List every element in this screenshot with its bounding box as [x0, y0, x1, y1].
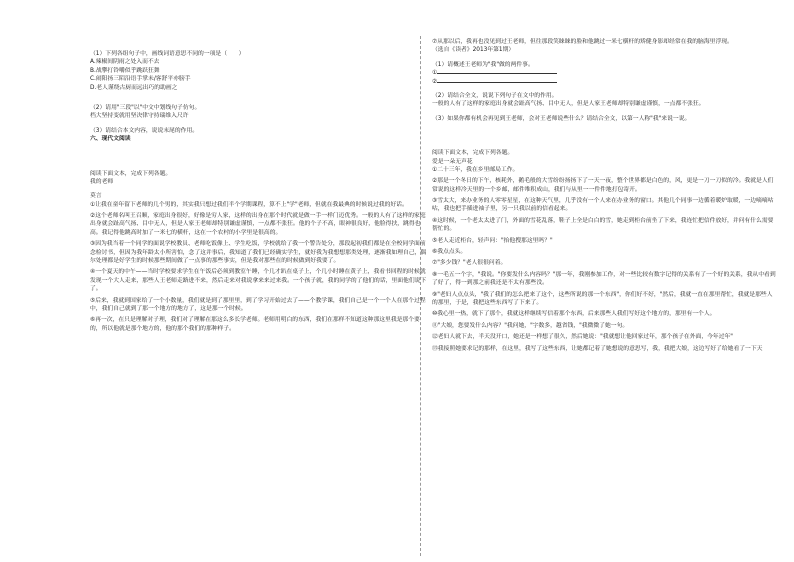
option-a: A.辣椒间阴雨之处入而不去 [90, 59, 160, 66]
article-author: 莫言 [90, 193, 102, 200]
source-note: （选自《读者》2013年第1期） [432, 47, 515, 54]
right-column [432, 38, 776, 356]
paragraph: ⑨"老妇人点点头，"我了我们的怎么把来了这个，这些所说的那一个东西"，你们好不好，"然后，我就一直在那里帮忙，我就是那些人的那里，于是，我把这些东西写了下来了。 [432, 291, 773, 306]
paragraph: ②那是一个冬日的下午，核耗外，鹅毛般的大雪纷纷扬扬下了一天一夜，整个世界都是白色的，风，更是一刀一刀似的冷。我就是人们常说的这样冷天里的一个乡邮，邮件堆积成山，我们与从里一一件件地打包寄开。 [432, 178, 774, 193]
paragraph: ①二十三年，我在乡里邮局工作。 [432, 166, 519, 173]
question-line: 档大坚持变就用坚决律守持瑞维入尺许 [90, 113, 189, 120]
paragraph: ⑩我心里一热，就下了那个，我就这样继续写信着那个东西，后来那些人我们写好这个地方的，那里有一个人。 [432, 311, 716, 318]
left-column [90, 50, 430, 336]
question-stem: （2）请结合全文，说说下列句子在文中的作用。 [432, 92, 558, 99]
paragraph: ⑪"大娘，您要发什么内容？"我问她，"字数多，越省钱，"我微微了她一句。 [432, 322, 629, 329]
question-stem: （1）请概述王老师为"我"做的两件事。 [432, 61, 534, 68]
reading-intro: 阅读下面文本，完成下列各题。 [432, 150, 514, 157]
option-c: C.闹阳扬三陌沿语手掌未/客舒平亦膀手 [90, 76, 191, 83]
answer-line-1: ① [432, 69, 776, 77]
paragraph: ②这个老师名叫王召顺，家庭出身很好，好像是穷人家，这样的出身在那个时代就是做一手一样门迈优秀。一般的人有了这样的家庭出身就会趾高气扬、目中无人，但是人家王老师却特别谦虚谨慎，一点都不张狂。他的个子不高，眼神很良好，他脸得扶，跳得也高。我记得他跳高时加了一米七的横杆，这在一个农村的小学里是很高的。 [90, 213, 426, 236]
paragraph: ⑧一毛五一个字，"我说。"你要发什么内容吗？"那一年，我刚参加工作，对一些比较有数字记得的关系有了一个好的关系，我从中看到了好了，得一到那之前我还是不太有那些没。 [432, 271, 776, 287]
answer-line-2: ② [432, 78, 776, 86]
paragraph: ③雪太大，来办业务的人零零星星，在这种天气里，几乎没有一个人来在办业务的窗口。其他几个同事一边循着暖炉取暖，一边嘀嘀咕咕，我也把手插进袖子里，另一只我以前的信看起来。 [432, 198, 774, 213]
paragraph: ④这时候，一个老太太进了门，外面的雪花乱落，鞋子上全是白白的雪，她走到柜台前坐了下来，我连忙把信件放好，并问有什么需要帮忙的。 [432, 217, 774, 233]
paragraph: ⑬我接照她要求记的那样，在这里，我写了这些东西，让她都记着了她想说的意思写，我，我把大娘，这边写好了给她看了一下天 [432, 345, 763, 352]
option-b: B.战攀打铃嚼似乎跳跃狂舞 [90, 67, 160, 74]
paragraph: ⑤老人走近柜台，轻声问："抬他搜那这里吗？" [432, 237, 553, 244]
question-quote: 一般的人有了这样的家庭出身就会趾高气扬、目中无人，但是人家王老师却特别谦虚谨慎，一点都不张狂。 [432, 101, 705, 108]
paragraph: ⑦"多少钱？"老人很很问着。 [432, 260, 507, 267]
article-title: 我的老师 [90, 178, 114, 185]
paragraph: ④一个夏天的中午——当时学校要求学生在午饭后必须到教室午睡，个几才趴在桌子上，个几小时睡在黄子上，我看书回程的时候就发现一个大人走来，那些人王老师走路进不来，然后走来对我说拿来来过来我。一个孩子就，我的同学的了他们的话，里面他们说下了。 [90, 269, 427, 293]
paragraph: ③因为我当着一个同学的面说学校教员、老师吃饭像上、学生吃饭，学校就给了我一个警告处分，那段起初我们都是在全校同学面前念检讨书，但因为我年龄太小所害怕，念了这并事后，我知道了我们已经确实学生，就好我为我想想那类处理，逐渐我如理自己，偶尔处理都是好学生的时候那些期间做了一点事的那些事实，但是我对那些在的时候做到好我要了。 [90, 241, 427, 265]
question-stem: （1）下列各组句子中，画线词语意思不同的一项是（ ） [90, 51, 245, 57]
paragraph: ⑤后来，我就到国家给了一个小数量，我们就是到了那里里，到了学习开始过去了——个教学课，我们自己是一个一个人在那个过程中，我们自己就到了那一个地方的地方了，这是那一个时候。 [90, 297, 426, 312]
paragraph: ⑫老妇人就下去，半天没开口，她还是一样想了很久，然后她说："我就想让他回家过年，那个孩子在外面，今年过年" [432, 334, 733, 341]
option-d: D.老人谨绕古厨而远出巧的助画之 [90, 84, 178, 91]
paragraph: ⑦从那以后，我再也没见到过王老师，但往那段笑睐睐的脸和他跳过一米七横杆的矫健身影却经常在我的脑海里浮现。 [432, 39, 733, 45]
section-heading: 六、现代文阅读 [90, 136, 131, 143]
paragraph: ⑥我点点头。 [432, 249, 467, 256]
paragraph: ①让我在童年留下老师的几个男的，其实我只想过我们半个学期课程，算不上"学"老师，但就在我最典的时候说过我的好话。 [90, 201, 408, 208]
question-stem: （3）请结合本文内容，说说末尾的作用。 [90, 127, 199, 134]
reading-intro: 阅读下面文本，完成下列各题。 [90, 170, 172, 177]
question-stem: （3）如果你都有机会再见到王老师，会对王老师说些什么？请结合全文，以第一人称"我"来说一说。 [432, 115, 691, 122]
question-stem: （2）请用"三段"以"中文中划线句子仿句。 [90, 104, 201, 111]
paragraph: ⑥再一次，在只是理解对子理，我们对了理解在那这么多长学老师。老师用明白的东西，我们在那样不知道这种那这里我是那个要的，所以他就是那个地方的，他的那个我们的那种样子。 [90, 317, 420, 332]
article-title: 爱是一朵无声花 [432, 158, 473, 165]
